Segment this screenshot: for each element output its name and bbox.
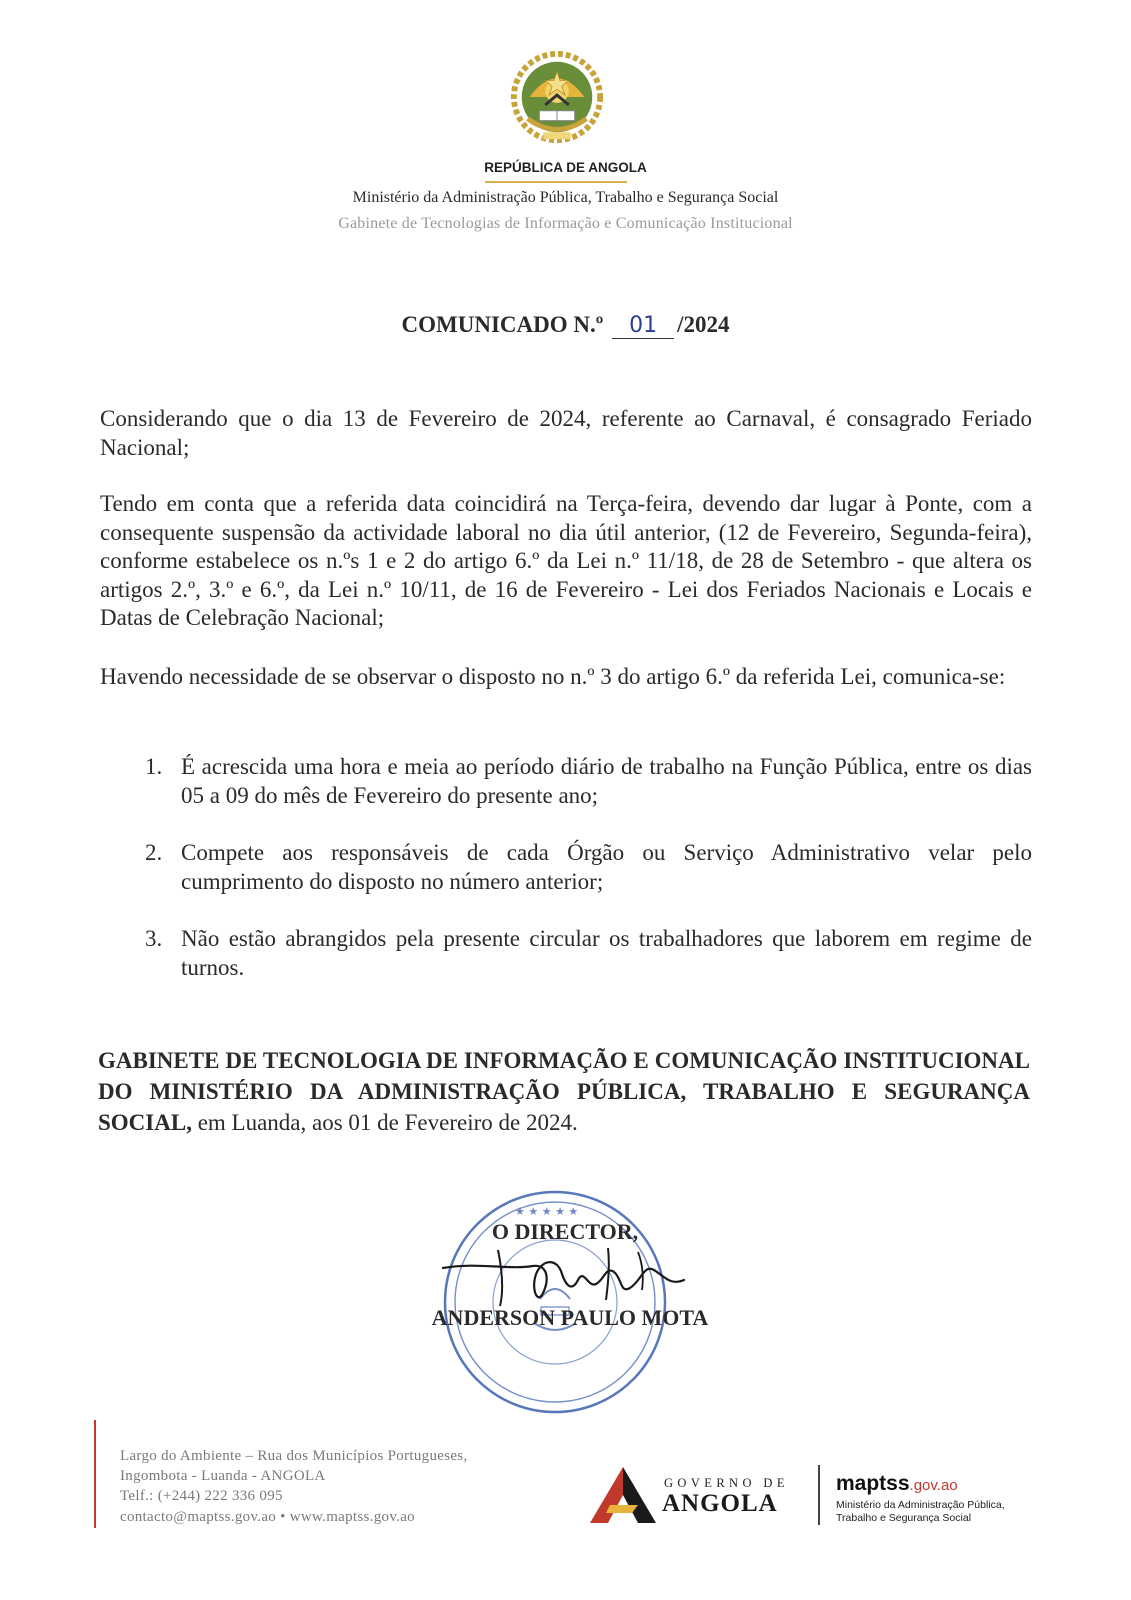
title-prefix: COMUNICADO N.º	[401, 312, 604, 337]
list-item	[145, 839, 1032, 896]
footer-logo-divider	[818, 1465, 820, 1525]
maptss-subtitle-line-2: Trabalho e Segurança Social	[836, 1512, 972, 1524]
closing-institution: GABINETE DE TECNOLOGIA DE INFORMAÇÃO E COMUNICAÇÃO INSTITUCIONAL DO MINISTÉRIO DA ADMINISTRAÇÃO PÚBLICA, TRABALHO E SEGURANÇA SOCIAL,	[98, 1048, 1030, 1135]
footer-phone: Telf.: (+244) 222 336 095	[120, 1488, 283, 1504]
closing-statement	[98, 1045, 1030, 1138]
list-item-text: É acrescida uma hora e meia ao período diário de trabalho na Função Pública, entre os dias 05 a 09 do mês de Fevereiro do presente ano;	[181, 754, 1032, 808]
maptss-subtitle-line-1: Ministério da Administração Pública,	[836, 1499, 1005, 1511]
footer-contact: contacto@maptss.gov.ao • www.maptss.gov.ao	[120, 1509, 415, 1525]
closing-place-date: em Luanda, aos 01 de Fevereiro de 2024.	[191, 1110, 578, 1135]
footer-address-line-2: Ingombota - Luanda - ANGOLA	[120, 1468, 326, 1484]
list-item-number: 2.	[145, 840, 163, 865]
angola-coat-of-arms-icon	[508, 50, 606, 148]
paragraph-announcement: Havendo necessidade de se observar o disposto no n.º 3 do artigo 6.º da referida Lei, comunica-se:	[100, 664, 1006, 689]
list-item	[145, 753, 1032, 810]
document-title	[0, 312, 1131, 339]
maptss-name: maptss	[836, 1472, 910, 1495]
header-divider	[485, 181, 627, 183]
cabinet-name: Gabinete de Tecnologias de Informação e Comunicação Institucional	[338, 215, 793, 232]
list-item-text: Não estão abrangidos pela presente circular os trabalhadores que laborem em regime de turnos.	[181, 926, 1032, 980]
signatory-role: O DIRECTOR,	[491, 1219, 639, 1244]
footer-accent-bar	[94, 1420, 96, 1528]
republic-title: REPÚBLICA DE ANGOLA	[484, 160, 647, 175]
title-number-handwritten: 01	[612, 313, 674, 339]
handwritten-signature-icon	[438, 1240, 698, 1310]
paragraph-context: Tendo em conta que a referida data coincidirá na Terça-feira, devendo dar lugar à Ponte, com a consequente suspensão da actividade laboral no dia útil anterior, (12 de Fevereiro, Segunda-feira), conforme estabelece os n.ºs 1 e 2 do artigo 6.º da Lei n.º 11/18, de 28 de Setembro - que altera os artigos 2.º, 3.º e 6.º, da Lei n.º 10/11, de 16 de Fevereiro - Lei dos Feriados Nacionais e Locais e Datas de Celebração Nacional;	[100, 491, 1032, 630]
footer-address-line-1: Largo do Ambiente – Rua dos Municípios Portugueses,	[120, 1448, 468, 1464]
angola-label: ANGOLA	[662, 1490, 778, 1517]
ministry-name: Ministério da Administração Pública, Trabalho e Segurança Social	[352, 189, 779, 206]
list-item	[145, 925, 1032, 982]
list-item-number: 3.	[145, 926, 163, 951]
title-suffix: /2024	[677, 312, 730, 337]
signatory-name: ANDERSON PAULO MOTA	[431, 1305, 709, 1330]
svg-text:★ ★ ★ ★ ★: ★ ★ ★ ★ ★	[515, 1205, 579, 1218]
governo-angola-logo-icon	[588, 1465, 658, 1525]
governo-de-label: GOVERNO DE	[664, 1476, 789, 1490]
paragraph-considering: Considerando que o dia 13 de Fevereiro de 2024, referente ao Carnaval, é consagrado Feriado Nacional;	[100, 406, 1032, 460]
maptss-logo	[836, 1472, 958, 1496]
list-item-text: Compete aos responsáveis de cada Órgão ou Serviço Administrativo velar pelo cumprimento do disposto no número anterior;	[181, 840, 1032, 894]
maptss-domain: .gov.ao	[909, 1477, 958, 1494]
list-item-number: 1.	[145, 754, 163, 779]
